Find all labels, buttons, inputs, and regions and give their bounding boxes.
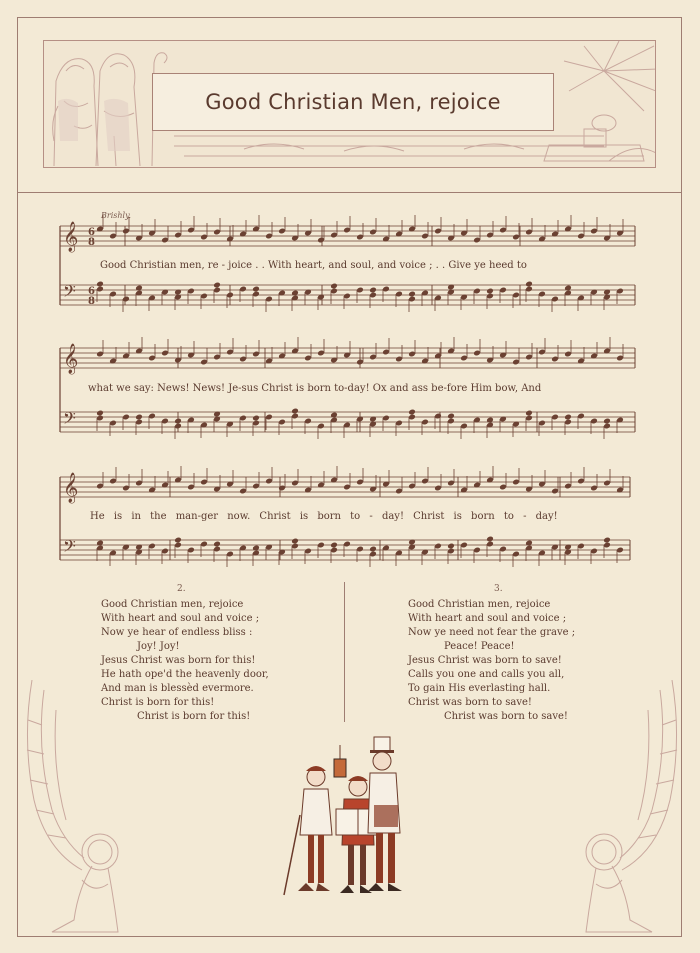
verse-line: And man is blessèd evermore. bbox=[101, 683, 254, 694]
note-head bbox=[564, 414, 572, 421]
verse-divider bbox=[344, 582, 345, 722]
angel-left-illustration bbox=[22, 680, 132, 940]
verse-line: Jesus Christ was born for this! bbox=[101, 655, 256, 666]
note-head bbox=[408, 409, 416, 416]
note-head bbox=[174, 537, 182, 544]
bass-clef: 𝄢 bbox=[63, 408, 76, 432]
verse-line: To gain His everlasting hall. bbox=[408, 683, 551, 694]
note-head bbox=[486, 288, 494, 295]
lyrics-line-2: what we say: News! News! Je-sus Christ is born to-day! Ox and ass be-fore Him bow, And bbox=[88, 383, 542, 394]
note-head bbox=[291, 538, 299, 545]
verse-line: With heart and soul and voice ; bbox=[101, 613, 260, 624]
note-head bbox=[603, 418, 611, 425]
bass-clef: 𝄢 bbox=[63, 281, 76, 305]
verse-line: With heart and soul and voice ; bbox=[408, 613, 567, 624]
note-head bbox=[213, 541, 221, 548]
lyrics-line-3: He is in the man-ger now. Christ is born to - day! Christ is born to - day! bbox=[90, 511, 558, 522]
note-head bbox=[408, 291, 416, 298]
verse-line: Good Christian men, rejoice bbox=[408, 599, 551, 610]
verse-line: Now ye hear of endless bliss : bbox=[101, 627, 253, 638]
verse-line: Good Christian men, rejoice bbox=[101, 599, 244, 610]
carol-singers-illustration bbox=[278, 735, 418, 900]
verse-line: Peace! Peace! bbox=[444, 641, 515, 652]
time-signature-bottom: 8 bbox=[88, 237, 95, 248]
page-title: Good Christian Men, rejoice bbox=[205, 90, 501, 114]
note-head bbox=[525, 410, 533, 417]
verse-line: Now ye need not fear the grave ; bbox=[408, 627, 576, 638]
angel-right-illustration bbox=[572, 680, 682, 940]
note-head bbox=[447, 543, 455, 550]
note-head bbox=[603, 537, 611, 544]
note-head bbox=[135, 414, 143, 421]
time-signature-top: 6 bbox=[88, 227, 95, 238]
verse-3-number: 3. bbox=[494, 584, 503, 594]
time-signature-top: 6 bbox=[88, 286, 95, 297]
verse-line: Christ was born to save! bbox=[444, 711, 568, 722]
note-head bbox=[96, 281, 104, 288]
verse-2-number: 2. bbox=[177, 584, 186, 594]
note-head bbox=[252, 286, 260, 293]
treble-clef: 𝄞 bbox=[63, 222, 79, 252]
time-signature-bottom: 8 bbox=[88, 296, 95, 307]
note-head bbox=[330, 283, 338, 290]
note-head bbox=[447, 413, 455, 420]
verse-line: Christ is born for this! bbox=[137, 711, 251, 722]
note-head bbox=[291, 408, 299, 415]
note-head bbox=[330, 542, 338, 549]
verse-line: Calls you one and calls you all, bbox=[408, 669, 565, 680]
note-head bbox=[96, 410, 104, 417]
verse-line: Joy! Joy! bbox=[137, 641, 180, 652]
note-head bbox=[525, 281, 533, 288]
note-head bbox=[369, 287, 377, 294]
tempo-marking: Brishly. bbox=[101, 211, 132, 220]
verse-3 bbox=[408, 598, 575, 724]
bass-clef: 𝄢 bbox=[63, 536, 76, 560]
note-head bbox=[252, 415, 260, 422]
note-head bbox=[174, 418, 182, 425]
lyrics-line-1: Good Christian men, re - joice . . With heart, and soul, and voice ; . . Give ye heed to bbox=[100, 260, 527, 271]
note-head bbox=[213, 282, 221, 289]
verse-line: He hath ope'd the heavenly door, bbox=[101, 669, 269, 680]
note-head bbox=[369, 546, 377, 553]
verse-line: Christ is born for this! bbox=[101, 697, 215, 708]
verse-line: Christ was born to save! bbox=[408, 697, 532, 708]
note-head bbox=[486, 536, 494, 543]
treble-clef: 𝄞 bbox=[63, 473, 79, 503]
treble-clef: 𝄞 bbox=[63, 344, 79, 374]
verse-line: Jesus Christ was born to save! bbox=[408, 655, 562, 666]
